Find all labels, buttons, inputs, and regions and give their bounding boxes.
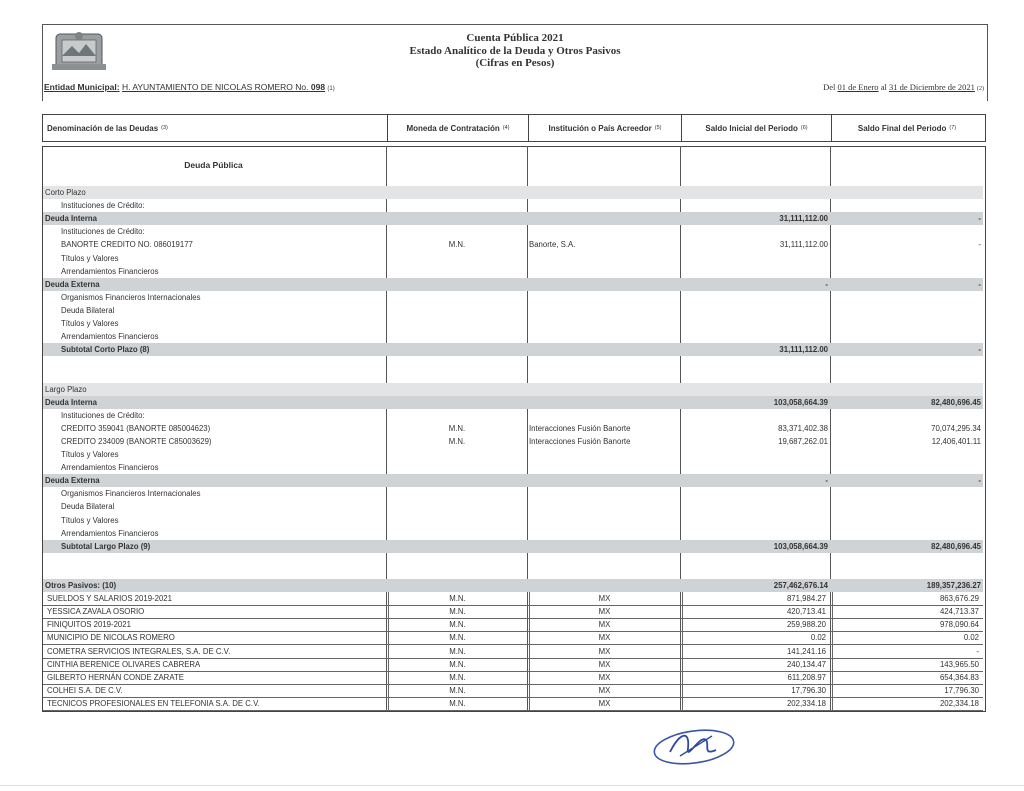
row-institucion: Interacciones Fusión Banorte bbox=[529, 436, 631, 446]
row-label: Largo Plazo bbox=[45, 384, 87, 394]
row-label: Títulos y Valores bbox=[61, 450, 119, 459]
table-row bbox=[43, 252, 983, 265]
entity-line bbox=[44, 82, 335, 92]
table-row bbox=[43, 487, 983, 500]
row-saldo-inicial: 19,687,262.01 bbox=[778, 436, 828, 446]
row-saldo-final: - bbox=[978, 240, 981, 250]
row-moneda: M.N. bbox=[388, 631, 526, 644]
table-row bbox=[43, 553, 983, 566]
table-row bbox=[43, 527, 983, 540]
table-row bbox=[43, 265, 983, 278]
row-saldo-final: - bbox=[978, 279, 981, 289]
title-line-1: Cuenta Pública 2021 bbox=[466, 32, 564, 44]
table-row bbox=[43, 225, 983, 238]
table-row bbox=[43, 435, 983, 448]
table-row bbox=[43, 514, 983, 527]
row-label: Títulos y Valores bbox=[61, 515, 119, 525]
row-moneda: M.N. bbox=[448, 436, 466, 446]
period-start: 01 de Enero bbox=[837, 82, 879, 92]
row-saldo-inicial: 259,988.20 bbox=[682, 618, 828, 631]
table-row bbox=[43, 238, 983, 251]
row-saldo-inicial: 257,462,676.14 bbox=[773, 581, 828, 590]
table-row bbox=[43, 422, 983, 435]
row-label: GILBERTO HERNÁN CONDE ZARATE bbox=[47, 672, 184, 682]
table-row bbox=[43, 383, 983, 396]
row-institucion: Interacciones Fusión Banorte bbox=[529, 423, 631, 433]
row-label: Subtotal Corto Plazo (8) bbox=[61, 345, 150, 355]
deuda-publica-heading: Deuda Pública bbox=[184, 160, 243, 170]
row-saldo-inicial: 871,984.27 bbox=[682, 592, 828, 605]
table-row bbox=[43, 474, 983, 487]
row-label: Deuda Externa bbox=[45, 279, 100, 289]
row-saldo-inicial: 31,111,112.00 bbox=[779, 214, 828, 224]
row-label: MUNICIPIO DE NICOLAS ROMERO bbox=[47, 633, 175, 643]
title-line-2: Estado Analítico de la Deuda y Otros Pasivos bbox=[409, 44, 621, 57]
table-row bbox=[43, 291, 983, 304]
row-label: Subtotal Largo Plazo (9) bbox=[61, 541, 151, 551]
table-row bbox=[43, 697, 983, 711]
row-saldo-final: - bbox=[978, 345, 981, 355]
row-saldo-final: 82,480,696.45 bbox=[931, 541, 981, 551]
period-prefix: Del bbox=[823, 82, 838, 92]
row-label: Títulos y Valores bbox=[61, 319, 119, 328]
row-label: Corto Plazo bbox=[45, 188, 86, 197]
row-moneda: M.N. bbox=[388, 645, 526, 658]
table-row bbox=[43, 618, 983, 632]
table-row bbox=[43, 409, 983, 422]
row-label: CREDITO 234009 (BANORTE C85003629) bbox=[61, 436, 212, 446]
row-label: Deuda Interna bbox=[45, 214, 97, 224]
col-denominacion-note: (3) bbox=[161, 125, 168, 131]
row-moneda: M.N. bbox=[388, 618, 526, 631]
row-saldo-final: 424,713.37 bbox=[832, 605, 981, 618]
col-saldo-final-label: Saldo Final del Periodo bbox=[857, 123, 947, 133]
row-label: Organismos Financieros Internacionales bbox=[61, 292, 201, 302]
row-saldo-final: - bbox=[978, 476, 981, 486]
row-label: TECNICOS PROFESIONALES EN TELEFONIA S.A. DE C.V. bbox=[47, 698, 260, 708]
col-saldo-inicial bbox=[681, 115, 831, 141]
row-label: Deuda Bilateral bbox=[61, 305, 115, 315]
row-saldo-final: 0.02 bbox=[832, 631, 981, 644]
row-institucion: MX bbox=[529, 684, 679, 697]
period-line bbox=[823, 82, 984, 92]
table-row bbox=[43, 199, 983, 212]
row-label: Organismos Financieros Internacionales bbox=[61, 489, 201, 499]
row-moneda: M.N. bbox=[448, 423, 466, 433]
period-end: 31 de Diciembre de 2021 bbox=[888, 82, 975, 92]
row-label: COMETRA SERVICIOS INTEGRALES, S.A. DE C.V. bbox=[47, 646, 231, 656]
row-institucion: MX bbox=[529, 592, 679, 605]
entity-value: H. AYUNTAMIENTO DE NICOLAS ROMERO No. bbox=[121, 82, 311, 92]
entity-note: (1) bbox=[327, 86, 335, 92]
table-row bbox=[43, 317, 983, 330]
row-label: FINIQUITOS 2019-2021 bbox=[47, 620, 131, 630]
col-denominacion-label: Denominación de las Deudas bbox=[47, 123, 159, 133]
row-saldo-final: 978,090.64 bbox=[832, 618, 981, 631]
row-saldo-inicial: 31,111,112.00 bbox=[779, 345, 828, 355]
row-label: Títulos y Valores bbox=[61, 253, 119, 263]
row-label: BANORTE CREDITO NO. 086019177 bbox=[61, 240, 193, 250]
col-saldo-final bbox=[831, 115, 982, 141]
row-institucion: MX bbox=[529, 631, 679, 644]
row-label: Arrendamientos Financieros bbox=[61, 528, 159, 538]
row-saldo-final: 202,334.18 bbox=[832, 697, 981, 710]
row-label: Deuda Bilateral bbox=[61, 502, 115, 512]
table-row bbox=[43, 212, 983, 225]
row-saldo-final: 863,676.29 bbox=[832, 592, 981, 605]
table-row bbox=[43, 658, 983, 672]
col-saldo-final-note: (7) bbox=[949, 125, 957, 131]
row-saldo-inicial: 103,058,664.39 bbox=[773, 397, 828, 407]
row-label: Arrendamientos Financieros bbox=[61, 266, 159, 276]
row-moneda: M.N. bbox=[388, 697, 526, 710]
table-row bbox=[43, 369, 983, 382]
col-moneda-label: Moneda de Contratación bbox=[406, 123, 500, 133]
row-saldo-inicial: 141,241.16 bbox=[682, 645, 828, 658]
row-label: COLHEI S.A. DE C.V. bbox=[47, 685, 123, 695]
row-saldo-final: - bbox=[832, 645, 981, 658]
row-saldo-inicial: - bbox=[825, 476, 828, 486]
row-saldo-final: 82,480,696.45 bbox=[931, 397, 981, 407]
title-line-3: (Cifras en Pesos) bbox=[475, 57, 555, 69]
row-moneda: M.N. bbox=[388, 658, 526, 671]
row-institucion: MX bbox=[529, 697, 679, 710]
column-header-row bbox=[42, 114, 986, 142]
row-label: SUELDOS Y SALARIOS 2019-2021 bbox=[47, 594, 172, 604]
period-mid: al bbox=[878, 82, 889, 92]
table-row bbox=[43, 645, 983, 659]
row-saldo-final: 17,796.30 bbox=[832, 684, 981, 697]
row-saldo-inicial: 103,058,664.39 bbox=[773, 541, 828, 551]
table-row bbox=[43, 631, 983, 645]
table-row bbox=[43, 579, 983, 592]
row-label: Deuda Externa bbox=[45, 476, 100, 486]
row-saldo-inicial: 202,334.18 bbox=[682, 697, 828, 710]
row-institucion: MX bbox=[529, 605, 679, 618]
table-row bbox=[43, 671, 983, 685]
col-moneda bbox=[387, 115, 528, 141]
row-label: CREDITO 359041 (BANORTE 085004623) bbox=[61, 423, 211, 433]
row-saldo-inicial: 0.02 bbox=[682, 631, 828, 644]
row-saldo-inicial: 17,796.30 bbox=[682, 684, 828, 697]
row-saldo-final: 12,406,401.11 bbox=[931, 436, 981, 446]
table-row bbox=[43, 343, 983, 356]
row-label: Instituciones de Crédito: bbox=[61, 201, 145, 211]
col-moneda-note: (4) bbox=[502, 125, 510, 131]
row-institucion: MX bbox=[529, 671, 679, 684]
table-row bbox=[43, 684, 983, 698]
row-moneda: M.N. bbox=[388, 671, 526, 684]
row-saldo-final: 189,357,236.27 bbox=[926, 581, 981, 590]
report-titles bbox=[300, 32, 730, 70]
footer-rule bbox=[0, 785, 1024, 786]
table-row bbox=[43, 396, 983, 409]
entity-number: 098 bbox=[310, 82, 326, 92]
row-label: Deuda Interna bbox=[45, 397, 97, 407]
row-institucion: MX bbox=[529, 658, 679, 671]
row-saldo-inicial: 31,111,112.00 bbox=[779, 240, 828, 250]
col-institucion-label: Institución o País Acreedor bbox=[548, 123, 652, 133]
handwritten-signature bbox=[650, 722, 740, 772]
row-moneda: M.N. bbox=[388, 592, 526, 605]
row-institucion: Banorte, S.A. bbox=[529, 240, 576, 250]
col-saldo-inicial-label: Saldo Inicial del Periodo bbox=[705, 123, 798, 133]
row-saldo-final: - bbox=[978, 214, 981, 224]
row-saldo-final: 143,965.50 bbox=[832, 658, 981, 671]
table-row bbox=[43, 356, 983, 369]
table-row bbox=[43, 566, 983, 579]
row-label: CINTHIA BERENICE OLIVARES CABRERA bbox=[47, 659, 201, 669]
col-institucion bbox=[528, 115, 681, 141]
table-row bbox=[43, 500, 983, 513]
table-row bbox=[43, 605, 983, 619]
table-row bbox=[43, 186, 983, 199]
table-row bbox=[43, 304, 983, 317]
row-label: Instituciones de Crédito: bbox=[61, 227, 145, 237]
row-saldo-inicial: 83,371,402.38 bbox=[778, 423, 828, 433]
row-saldo-final: 654,364.83 bbox=[832, 671, 981, 684]
row-saldo-inicial: 240,134.47 bbox=[682, 658, 828, 671]
table-row bbox=[43, 461, 983, 474]
col-institucion-note: (5) bbox=[654, 125, 662, 131]
table-row bbox=[43, 592, 983, 606]
coat-of-arms-logo bbox=[48, 28, 110, 74]
row-institucion: MX bbox=[529, 618, 679, 631]
period-note: (2) bbox=[977, 86, 984, 92]
row-label: Arrendamientos Financieros bbox=[61, 463, 159, 473]
table-row bbox=[43, 448, 983, 461]
row-saldo-inicial: 420,713.41 bbox=[682, 605, 828, 618]
row-label: YESSICA ZAVALA OSORIO bbox=[47, 607, 145, 617]
row-saldo-inicial: - bbox=[825, 279, 828, 289]
table-row bbox=[43, 540, 983, 553]
row-label: Otros Pasivos: (10) bbox=[45, 581, 117, 590]
table-row bbox=[43, 330, 983, 343]
row-moneda: M.N. bbox=[388, 605, 526, 618]
row-moneda: M.N. bbox=[388, 684, 526, 697]
table-row bbox=[43, 278, 983, 291]
row-saldo-inicial: 611,208.97 bbox=[682, 671, 828, 684]
row-label: Arrendamientos Financieros bbox=[61, 332, 159, 342]
entity-label: Entidad Municipal: bbox=[44, 82, 120, 92]
row-moneda: M.N. bbox=[448, 240, 466, 250]
row-saldo-final: 70,074,295.34 bbox=[931, 423, 981, 433]
col-denominacion bbox=[43, 115, 387, 141]
col-saldo-inicial-note: (6) bbox=[800, 125, 808, 131]
row-institucion: MX bbox=[529, 645, 679, 658]
row-label: Instituciones de Crédito: bbox=[61, 410, 145, 420]
